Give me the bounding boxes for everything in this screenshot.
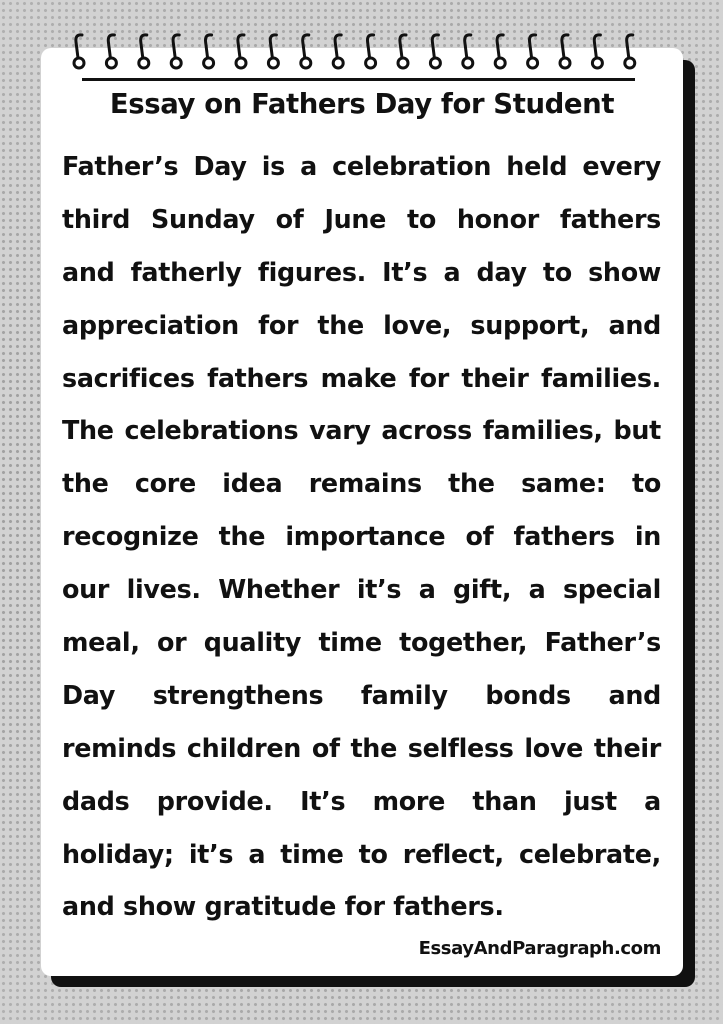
essay-line: sacrifices fathers make for their families.	[62, 362, 661, 393]
spiral-binding	[41, 28, 683, 78]
notebook-spiral-ring-icon	[463, 35, 473, 68]
notebook-spiral-ring-icon	[560, 35, 570, 68]
notebook-spiral-ring-icon	[366, 35, 376, 68]
essay-body	[62, 140, 661, 933]
notebook-spiral-ring-icon	[74, 35, 84, 68]
notebook-spiral-ring-icon	[171, 35, 181, 68]
notebook-spiral-ring-icon	[592, 35, 602, 68]
title-rule	[82, 78, 635, 81]
essay-line: holiday; it’s a time to reflect, celebrate,	[62, 838, 661, 869]
notebook-spiral-ring-icon	[430, 35, 440, 68]
essay-line: dads provide. It’s more than just a	[62, 785, 661, 816]
notebook-spiral-ring-icon	[268, 35, 278, 68]
essay-line: our lives. Whether it’s a gift, a special	[62, 574, 661, 605]
essay-line: third Sunday of June to honor fathers	[62, 203, 661, 234]
notebook-spiral-ring-icon	[301, 35, 311, 68]
essay-line: the core idea remains the same: to	[62, 468, 661, 499]
essay-line: and fatherly figures. It’s a day to show	[62, 256, 661, 287]
essay-line: Day strengthens family bonds and	[62, 679, 661, 710]
essay-title: Essay on Fathers Day for Student	[109, 88, 615, 120]
essay-line: reminds children of the selfless love their	[62, 732, 661, 763]
website-credit: EssayAndParagraph.com	[418, 938, 661, 959]
notebook-spiral-ring-icon	[625, 35, 635, 68]
notebook-spiral-ring-icon	[398, 35, 408, 68]
essay-line: meal, or quality time together, Father’s	[62, 627, 661, 658]
essay-line: The celebrations vary across families, but	[62, 415, 661, 446]
notebook-spiral-ring-icon	[495, 35, 505, 68]
essay-line: recognize the importance of fathers in	[62, 521, 661, 552]
notebook-spiral-ring-icon	[204, 35, 214, 68]
essay-line: and show gratitude for fathers.	[62, 891, 504, 922]
essay-line: appreciation for the love, support, and	[62, 309, 661, 340]
notebook-spiral-ring-icon	[333, 35, 343, 68]
notebook-spiral-ring-icon	[139, 35, 149, 68]
notebook-spiral-ring-icon	[528, 35, 538, 68]
notebook-spiral-ring-icon	[236, 35, 246, 68]
notebook-spiral-ring-icon	[106, 35, 116, 68]
essay-line: Father’s Day is a celebration held every	[62, 151, 661, 181]
